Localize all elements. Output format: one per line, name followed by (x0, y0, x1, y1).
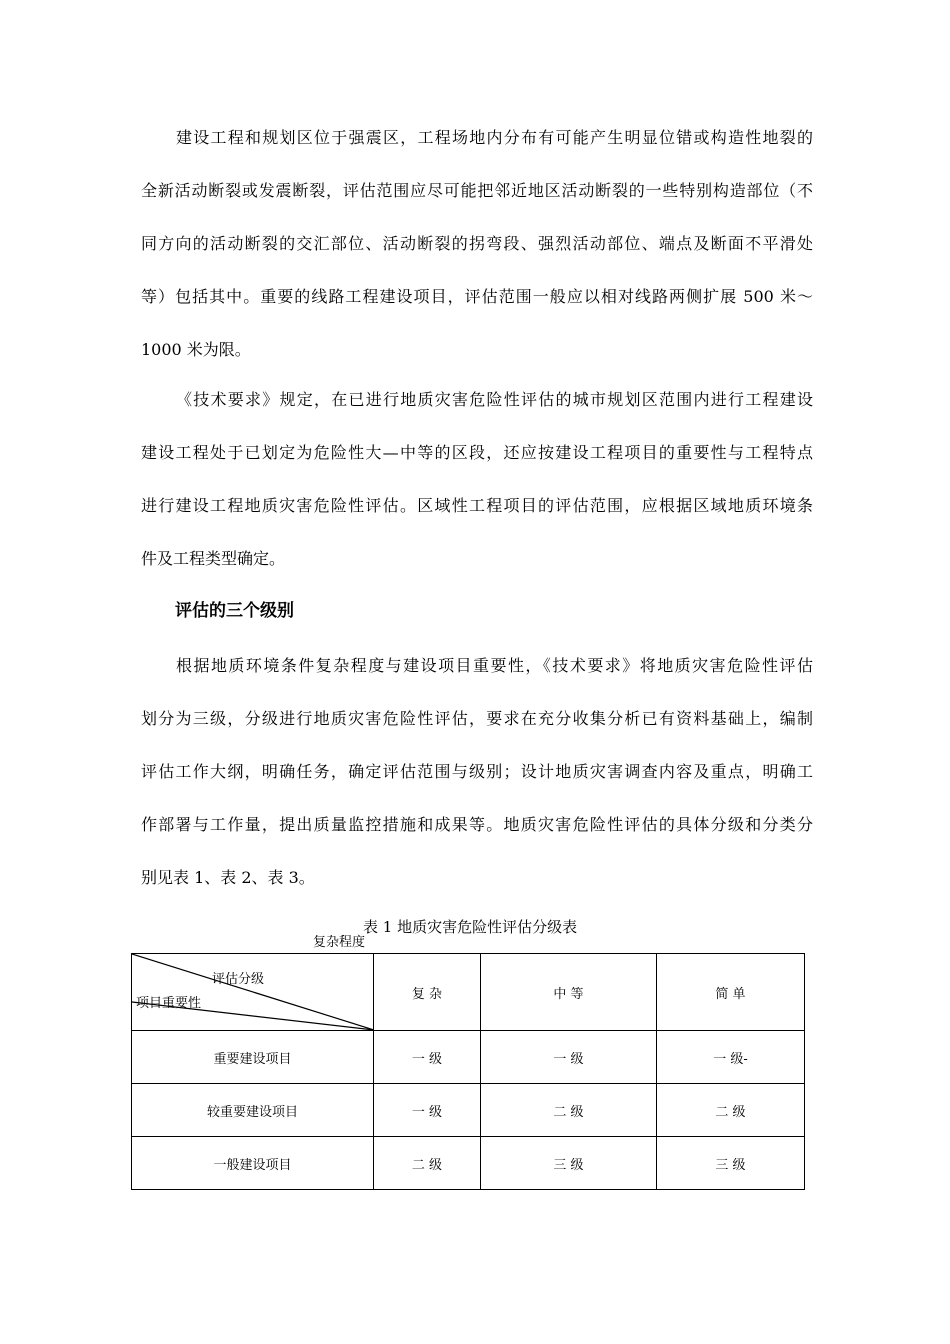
paragraph-line: 《技术要求》规定，在已进行地质灾害危险性评估的城市规划区范围内进行工程建设 (176, 390, 813, 409)
table-cell: 三 级 (481, 1137, 657, 1190)
paragraph-line: 建设工程处于已划定为危险性大—中等的区段，还应按建设工程项目的重要性与工程特点 (141, 443, 813, 462)
column-header: 简 单 (657, 954, 805, 1031)
paragraph-line: 1000 米为限。 (141, 340, 251, 359)
corner-label-importance: 项目重要性 (136, 996, 202, 1011)
paragraph-line: 作部署与工作量，提出质量监控措施和成果等。地质灾害危险性评估的具体分级和分类分 (141, 815, 813, 834)
table-cell: 二 级 (374, 1137, 481, 1190)
table-cell: 一 级 (481, 1031, 657, 1084)
table-row (132, 1031, 805, 1084)
table-row (132, 1084, 805, 1137)
table-cell: 二 级 (657, 1084, 805, 1137)
table-corner-cell (132, 954, 374, 1031)
table-cell: 一 级- (657, 1031, 805, 1084)
paragraph-line: 全新活动断裂或发震断裂，评估范围应尽可能把邻近地区活动断裂的一些特别构造部位（不 (141, 181, 813, 200)
section-heading: 评估的三个级别 (175, 601, 294, 621)
grading-table (131, 953, 804, 1193)
table-row (132, 1137, 805, 1190)
table-cell: 一 级 (374, 1031, 481, 1084)
paragraph-line: 等）包括其中。重要的线路工程建设项目，评估范围一般应以相对线路两侧扩展 500 米～ (141, 287, 813, 306)
paragraph-line: 进行建设工程地质灾害危险性评估。区域性工程项目的评估范围，应根据区域地质环境条 (141, 496, 813, 515)
table-title: 表 1 地质灾害危险性评估分级表 (363, 918, 578, 936)
paragraph-line: 根据地质环境条件复杂程度与建设项目重要性，《技术要求》将地质灾害危险性评估 (176, 656, 813, 675)
paragraph-line: 别见表 1、表 2、表 3。 (141, 868, 315, 887)
paragraph-line: 评估工作大纲，明确任务，确定评估范围与级别；设计地质灾害调查内容及重点，明确工 (141, 762, 813, 781)
paragraph-line: 件及工程类型确定。 (141, 549, 286, 568)
paragraph-line: 建设工程和规划区位于强震区，工程场地内分布有可能产生明显位错或构造性地裂的 (176, 128, 813, 147)
table-header-row (132, 954, 805, 1031)
row-label: 一般建设项目 (132, 1137, 374, 1190)
row-label: 重要建设项目 (132, 1031, 374, 1084)
corner-label-grade: 评估分级 (212, 972, 265, 987)
corner-label-complexity: 复杂程度 (313, 935, 366, 950)
column-header: 中 等 (481, 954, 657, 1031)
table-cell: 一 级 (374, 1084, 481, 1137)
column-header: 复 杂 (374, 954, 481, 1031)
table-cell: 三 级 (657, 1137, 805, 1190)
paragraph-line: 划分为三级，分级进行地质灾害危险性评估，要求在充分收集分析已有资料基础上，编制 (141, 709, 813, 728)
table-cell: 二 级 (481, 1084, 657, 1137)
paragraph-line: 同方向的活动断裂的交汇部位、活动断裂的拐弯段、强烈活动部位、端点及断面不平滑处 (141, 234, 813, 253)
row-label: 较重要建设项目 (132, 1084, 374, 1137)
